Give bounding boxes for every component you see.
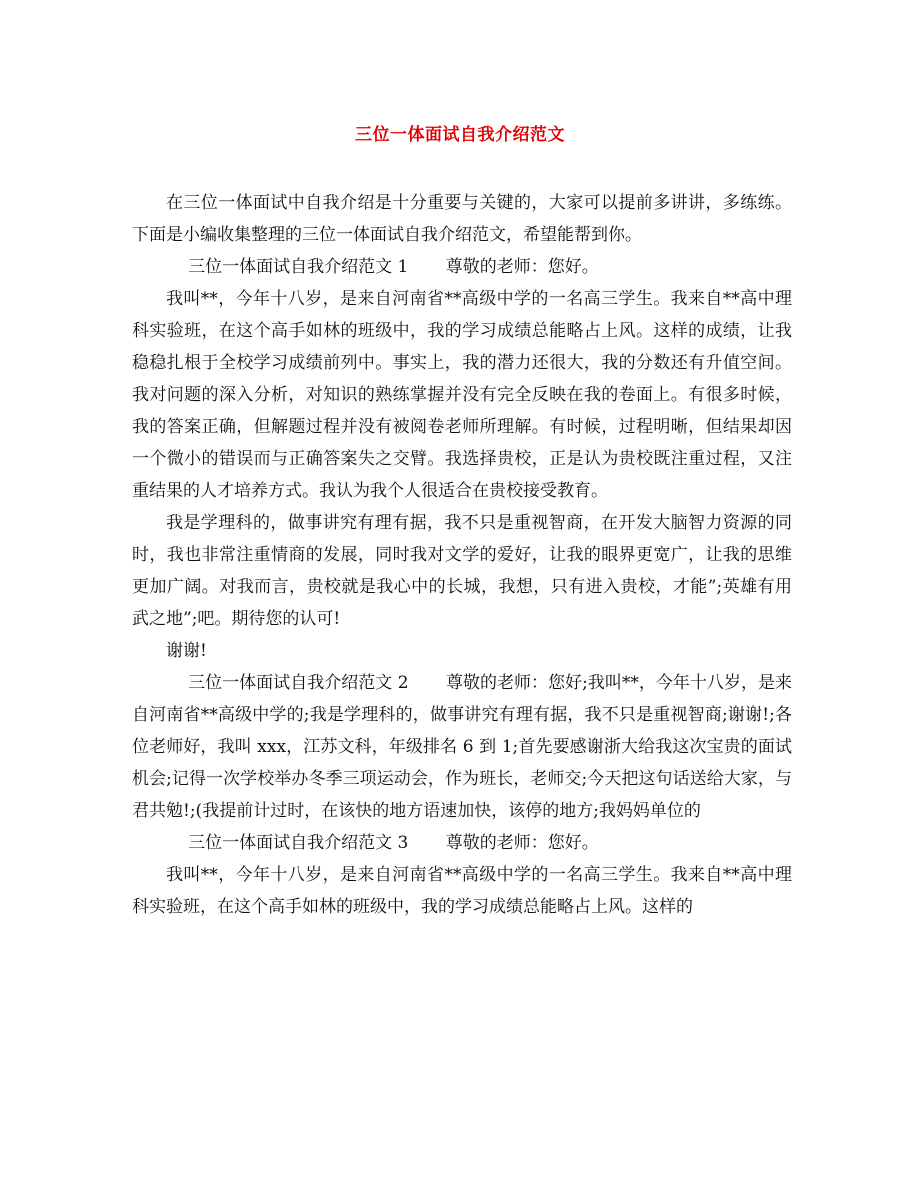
section3-heading-line xyxy=(132,827,792,859)
section3-heading: 三位一体面试自我介绍范文 3 xyxy=(188,833,409,853)
section1-greeting: 尊敬的老师：您好。 xyxy=(445,257,599,277)
section1-heading: 三位一体面试自我介绍范文 1 xyxy=(188,257,409,277)
section3-greeting: 尊敬的老师：您好。 xyxy=(445,833,599,853)
section2-text: 尊敬的老师：您好;我叫**，今年十八岁，是来自河南省**高级中学的;我是学理科的，做事讲究有理有据，我不只是重视智商;谢谢!;各位老师好，我叫 xxx，江苏文科，年级排名 6 到 1;首先要感谢浙大给我这次宝贵的面试机会;记得一次学校举办冬季三项运动会，作为班长，老师交;今天把这句话送给大家，与君共勉!;(我提前计过时，在该快的地方语速加快，该停的地方;我妈妈单位的 xyxy=(132,673,792,821)
section1-paragraph-1: 我叫**，今年十八岁，是来自河南省**高级中学的一名高三学生。我来自**高中理科实验班，在这个高手如林的班级中，我的学习成绩总能略占上风。这样的成绩，让我稳稳扎根于全校学习成绩前列中。事实上，我的潜力还很大，我的分数还有升值空间。我对问题的深入分析，对知识的熟练掌握并没有完全反映在我的卷面上。有很多时候，我的答案正确，但解题过程并没有被阅卷老师所理解。有时候，过程明晰，但结果却因一个微小的错误而与正确答案失之交臂。我选择贵校，正是认为贵校既注重过程，又注重结果的人才培养方式。我认为我个人很适合在贵校接受教育。 xyxy=(132,289,792,501)
section2-heading: 三位一体面试自我介绍范文 2 xyxy=(188,673,409,693)
section1-thanks: 谢谢! xyxy=(166,641,207,661)
section3-paragraph-1: 我叫**，今年十八岁，是来自河南省**高级中学的一名高三学生。我来自**高中理科实验班，在这个高手如林的班级中，我的学习成绩总能略占上风。这样的 xyxy=(132,865,792,917)
section1-heading-line xyxy=(132,251,792,283)
section2-paragraph xyxy=(132,667,792,827)
document-title: 三位一体面试自我介绍范文 xyxy=(355,125,565,145)
intro-paragraph: 在三位一体面试中自我介绍是十分重要与关键的，大家可以提前多讲讲，多练练。下面是小编收集整理的三位一体面试自我介绍范文，希望能帮到你。 xyxy=(132,193,792,245)
document-body xyxy=(132,187,792,923)
section1-paragraph-2: 我是学理科的，做事讲究有理有据，我不只是重视智商，在开发大脑智力资源的同时，我也非常注重情商的发展，同时我对文学的爱好，让我的眼界更宽广，让我的思维更加广阔。对我而言，贵校就是我心中的长城，我想，只有进入贵校，才能”;英雄有用武之地”;吧。期待您的认可! xyxy=(132,513,792,629)
